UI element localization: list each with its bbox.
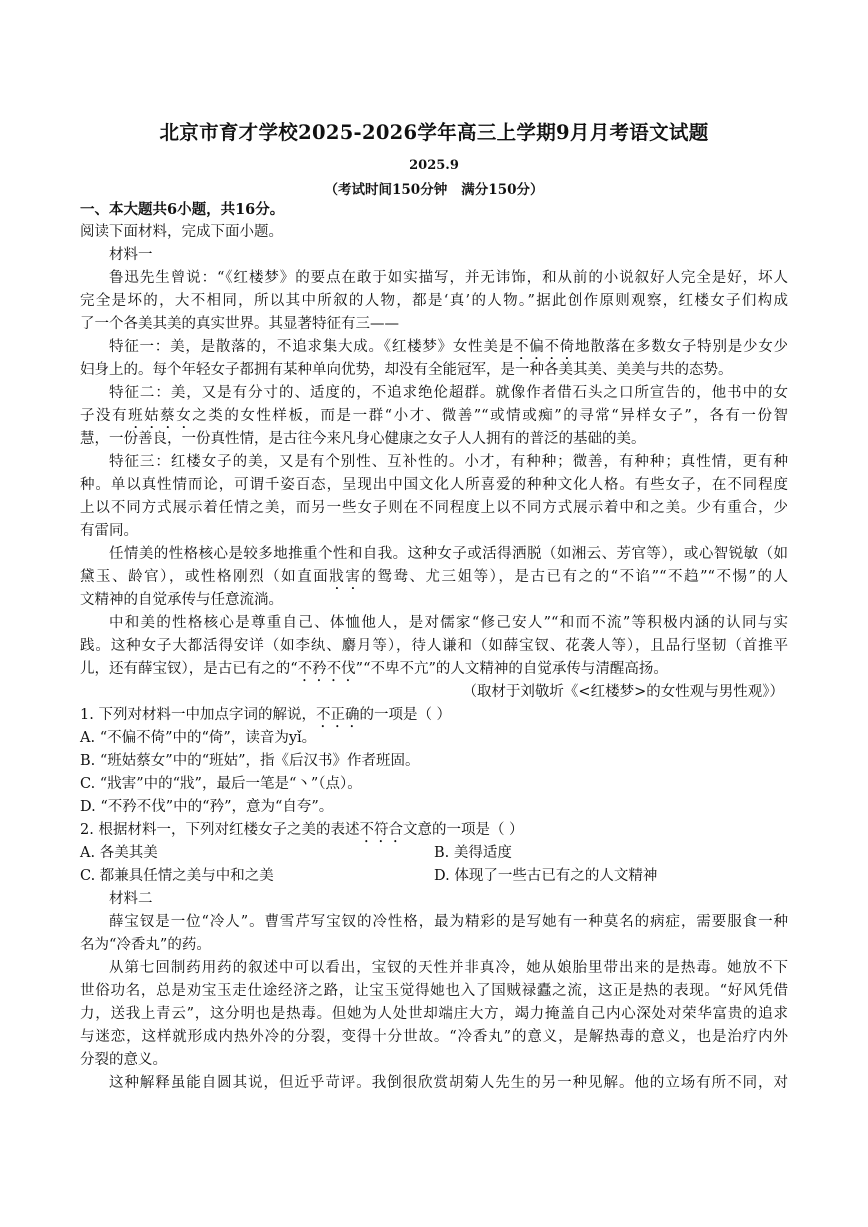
question-2-option-c[interactable]: C. 都兼具任情之美与中和之美 [80, 868, 274, 884]
text-run: 文意的一项是（ ） [402, 822, 524, 838]
paragraph-line: 践。这种女子大都活得安详（如李纨、麝月等），待人谦和（如薛宝钗、花袭人等），且品行坚韧（首推平 [80, 638, 788, 654]
paragraph-line: 特征二：美，又是有分寸的、适度的，不追求绝伦超群。就像作者借石头之口所宣告的，他书中的女 [109, 385, 788, 401]
section-heading: 一、本大题共6小题，共16分。 [80, 201, 285, 218]
paragraph-line [80, 405, 788, 428]
dotted-term: 不符合 [359, 822, 403, 838]
question-1-option-a[interactable]: A. “不偏不倚”中的“倚”，读音为yǐ。 [80, 730, 317, 746]
text-run: 黛玉、龄官），或性格刚烈（如直面 [80, 569, 330, 585]
text-run: ”“不卑不亢”的人文精神的自觉承传与清醒高扬。 [355, 661, 668, 677]
paragraph-line: 文精神的自觉承传与任意流淌。 [80, 592, 283, 608]
exam-date: 2025.9 [409, 158, 459, 173]
dotted-term: 戕害 [329, 569, 362, 585]
paragraph-line: 了一个各美其美的真实世界。其显著特征有三—— [80, 316, 399, 332]
question-1-option-b[interactable]: B. “班姑蔡女”中的“班姑”，指《后汉书》作者班固。 [80, 753, 420, 769]
question-1-option-d[interactable]: D. “不矜不伐”中的“矜”，意为“自夸”。 [80, 799, 334, 815]
question-1-stem [80, 704, 788, 727]
paragraph-line: 与迷恋，这样就形成内热外冷的分裂，变得十分世故。“冷香丸”的意义，是解热毒的意义，也是治疗内外 [80, 1029, 788, 1045]
text-run: 之类的女性样板，而是一群“小才、微善”“或情或痴”的寻常“异样女子”，各有一份智 [192, 408, 788, 424]
paragraph-line: 力，送我上青云”，这分明也是热毒。但她为人处世却端庄大方，竭力掩盖自己内心深处对荣华富贵的追求 [80, 1006, 788, 1022]
paragraph-line [80, 658, 788, 681]
text-run: 特征一：美，是散落的，不追求集大成。《红楼梦》女性美是 [109, 339, 514, 355]
paragraph-line: 慧，一份善良，一份真性情，是古往今来凡身心健康之女子人人拥有的普泛的基础的美。 [80, 431, 646, 447]
paragraph-line: 有雷同。 [80, 523, 138, 539]
paragraph-line: 这种解释虽能自圆其说，但近乎苛评。我倒很欣赏胡菊人先生的另一种见解。他的立场有所不同，对 [109, 1075, 788, 1091]
text-run: 的鸳鸯、尤三姐等），是古已有之的“不谄”“不趋”“不惕”的人 [361, 569, 788, 585]
question-2-option-a[interactable]: A. 各美其美 [80, 845, 158, 861]
paragraph-line: 分裂的意义。 [80, 1052, 167, 1068]
paragraph-line: 任情美的性格核心是较多地推重个性和自我。这种女子或活得洒脱（如湘云、芳官等），或心智锐敏（如 [109, 546, 788, 562]
question-2-options-row [80, 842, 788, 865]
text-run: 2. 根据材料一，下列对红楼女子之美的表述 [80, 822, 360, 838]
question-2-options-row [80, 865, 788, 888]
material2-label: 材料二 [109, 891, 153, 907]
text-run: 子没有 [80, 408, 129, 424]
text-run: 儿，还有薛宝钗），是古已有之的“ [80, 661, 298, 677]
dotted-term: 班姑蔡女 [128, 408, 193, 424]
paragraph-line: 世俗功名，总是劝宝玉走仕途经济之路，让宝玉觉得她也入了国贼禄蠹之流，这正是热的表现。“好风凭借 [80, 983, 788, 999]
dotted-term: 不偏不倚 [513, 339, 576, 355]
paragraph-line [80, 336, 788, 359]
paragraph-line: 鲁迅先生曾说：“《红楼梦》的要点在敢于如实描写，并无讳饰，和从前的小说叙好人完全是好，坏人 [109, 270, 788, 286]
paragraph-line: 种。单以真性情而论，可谓千姿百态，呈现出中国文化人所喜爱的种种文化人格。有些女子，在不同程度 [80, 477, 788, 493]
section-instruction: 阅读下面材料，完成下面小题。 [80, 224, 283, 240]
dotted-term: 不矜不伐 [297, 661, 356, 677]
page-title: 北京市育才学校2025-2026学年高三上学期9月月考语文试题 [159, 121, 709, 144]
paragraph-line: 中和美的性格核心是尊重自己、体恤他人，是对儒家“修己安人”“和而不流”等积极内涵的认同与实 [109, 615, 788, 631]
question-1-option-c[interactable]: C. “戕害”中的“戕”，最后一笔是“丶”（点）。 [80, 776, 362, 792]
source-citation: （取材于刘敬圻《<红楼梦>的女性观与男性观》） [462, 684, 784, 700]
paragraph-line: 完全是坏的，大不相同，所以其中所叙的人物，都是‘真’的人物。”据此创作原则观察，红楼女子们构成 [80, 293, 788, 309]
exam-content [80, 198, 788, 1095]
paragraph-line: 薛宝钗是一位“冷人”。曹雪芹写宝钗的冷性格，最为精彩的是写她有一种莫名的病症，需要服食一种 [109, 914, 788, 930]
paragraph-line [80, 566, 788, 589]
paragraph-line: 从第七回制药用药的叙述中可以看出，宝钗的天性并非真冷，她从娘胎里带出来的是热毒。她放不下 [109, 960, 788, 976]
question-2-option-b[interactable]: B. 美得适度 [434, 845, 512, 861]
question-2-option-d[interactable]: D. 体现了一些古已有之的人文精神 [434, 868, 658, 884]
question-2-stem [80, 819, 788, 842]
text-run: 地散落在多数女子特别是少女少 [575, 339, 788, 355]
paragraph-line: 特征三：红楼女子的美，又是有个别性、互补性的。小才，有种种；微善，有种种；真性情，更有种 [109, 454, 788, 470]
exam-info: （考试时间150分钟 满分150分） [324, 182, 544, 198]
paragraph-line: 名为“冷香丸”的药。 [80, 937, 211, 953]
dotted-term: 不正确 [315, 707, 360, 723]
paragraph-line: 妇身上的。每个年轻女子都拥有某种单向优势，却没有全能冠军，是一种各美其美、美美与共的态势。 [80, 362, 733, 378]
text-run: 的一项是（ ） [359, 707, 452, 723]
paragraph-line: 上以不同方式展示着任情之美，而另一些女子则在不同程度上以不同方式展示着中和之美。少有重合，少 [80, 500, 788, 516]
text-run: 1. 下列对材料一中加点字词的解说， [80, 707, 316, 723]
material1-label: 材料一 [109, 247, 153, 263]
